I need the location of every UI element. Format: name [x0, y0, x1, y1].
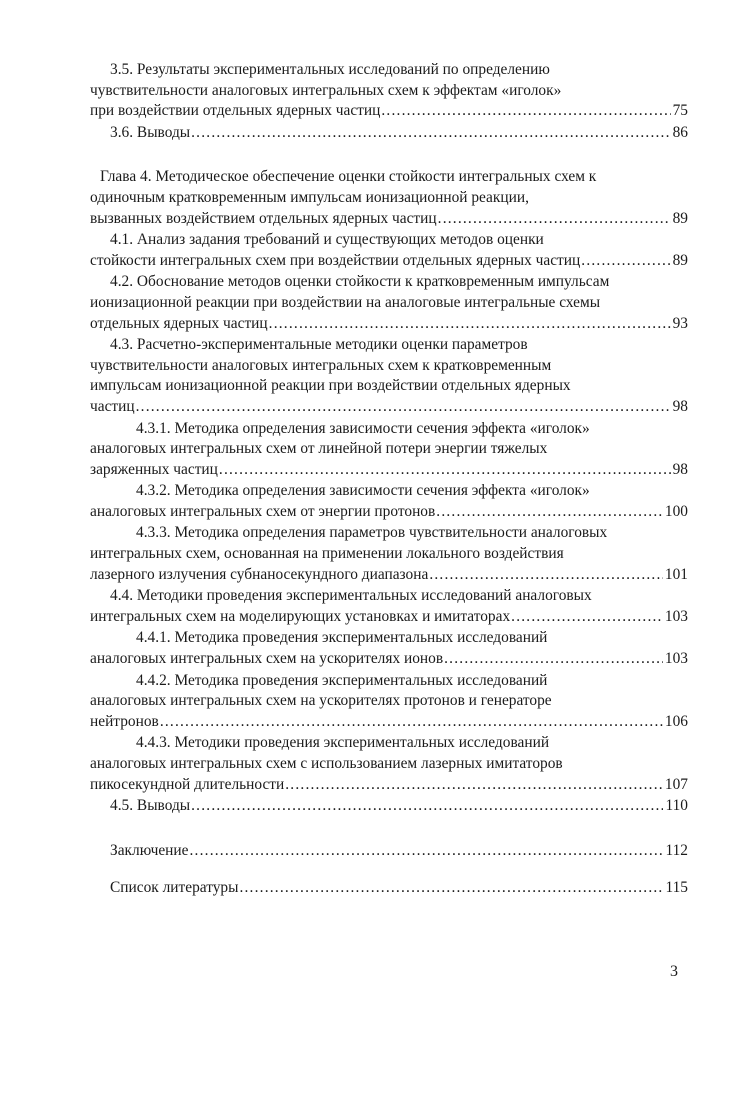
dot-leader: [436, 502, 663, 523]
toc-entry-text: нейтронов: [90, 712, 159, 730]
toc-entry-text: лазерного излучения субнаносекундного диапазона: [90, 565, 429, 583]
toc-entry[interactable]: [90, 272, 688, 334]
toc-entry-text: чувствительности аналоговых интегральных схем к эффектам «иголок»: [90, 81, 562, 99]
toc-entry-text: Заключение: [110, 841, 189, 859]
toc-entry-text: 4.4.2. Методика проведения экспериментальных исследований: [136, 671, 548, 689]
dot-leader: [191, 796, 663, 817]
dot-leader: [269, 314, 671, 335]
toc-entry[interactable]: [90, 230, 688, 271]
toc-entry-text: одиночным кратковременным импульсам ионизационной реакции,: [90, 188, 529, 206]
toc-entry-text: 4.5. Выводы: [110, 797, 191, 815]
toc-entry-text: отдельных ядерных частиц: [90, 314, 268, 332]
toc-page-number: 75: [672, 102, 688, 120]
toc-entry[interactable]: [90, 419, 688, 481]
dot-leader: [438, 209, 671, 230]
dot-leader: [429, 565, 663, 586]
toc-page-number: 93: [672, 314, 688, 332]
toc-entry-text: аналоговых интегральных схем на ускорителях протонов и генераторе: [90, 692, 552, 710]
dot-leader: [511, 607, 663, 628]
toc-page-number: 100: [664, 502, 688, 520]
toc-page-number: 98: [672, 397, 688, 415]
toc-entry[interactable]: [90, 733, 688, 795]
toc-entry-text: при воздействии отдельных ядерных частиц: [90, 102, 381, 120]
toc-page-number: 89: [672, 209, 688, 227]
dot-leader: [190, 841, 664, 862]
toc-entry-text: Список литературы: [110, 879, 239, 897]
dot-leader: [381, 101, 670, 122]
toc-entry[interactable]: [90, 335, 688, 417]
toc-entry-text: 4.4.3. Методики проведения экспериментальных исследований: [136, 734, 550, 752]
toc-entry[interactable]: [90, 628, 688, 669]
toc-page-number: 101: [664, 565, 688, 583]
toc-entry-text: импульсам ионизационной реакции при воздействии отдельных ядерных: [90, 377, 571, 395]
dot-leader: [160, 712, 663, 733]
dot-leader: [136, 397, 671, 418]
toc-entry-row: [90, 502, 688, 523]
toc-entry-row: [90, 460, 688, 481]
toc-page-number: 110: [665, 797, 688, 815]
toc-entry-text: аналоговых интегральных схем с использованием лазерных имитаторов: [90, 755, 563, 772]
dot-leader: [444, 649, 663, 670]
toc-entry-row: [90, 796, 688, 817]
toc-entry-text: пикосекундной длительности: [90, 775, 285, 793]
toc-entry-text: 4.1. Анализ задания требований и существующих методов оценки: [110, 231, 544, 249]
toc-entry-text: Глава 4. Методическое обеспечение оценки стойкости интегральных схем к: [100, 168, 597, 186]
toc-entry-row: [90, 209, 688, 230]
toc-entry[interactable]: [90, 481, 688, 522]
toc-page-number: 115: [665, 879, 688, 897]
dot-leader: [285, 775, 663, 796]
toc-entry-text: 4.2. Обоснование методов оценки стойкости к кратковременным импульсам: [110, 273, 610, 291]
toc-entry-text: аналоговых интегральных схем от энергии протонов: [90, 502, 436, 520]
toc-entry-text: 4.3.1. Методика определения зависимости сечения эффекта «иголок»: [136, 419, 590, 437]
toc-entry-text: 4.3.2. Методика определения зависимости сечения эффекта «иголок»: [136, 482, 590, 500]
toc-entry-text: 3.6. Выводы: [110, 123, 191, 141]
page-number: 3: [670, 963, 678, 980]
table-of-contents: [90, 60, 688, 899]
toc-entry-row: [90, 607, 688, 628]
toc-entry-text: чувствительности аналоговых интегральных схем к кратковременным: [90, 356, 552, 374]
toc-page-number: 86: [672, 123, 688, 141]
toc-entry-text: 4.3. Расчетно-экспериментальные методики оценки параметров: [110, 336, 528, 354]
toc-page-number: 103: [664, 607, 688, 625]
toc-entry-row: [90, 712, 688, 733]
toc-entry-text: аналоговых интегральных схем от линейной потери энергии тяжелых: [90, 440, 548, 458]
toc-page-number: 107: [664, 775, 688, 793]
toc-page-number: 106: [664, 712, 688, 730]
toc-entry-text: 4.4.1. Методика проведения экспериментальных исследований: [136, 629, 548, 647]
toc-entry-row: [90, 251, 688, 272]
toc-entry-row: [90, 649, 688, 670]
toc-entry-text: интегральных схем, основанная на применении локального воздействия: [90, 545, 564, 563]
toc-entry-text: вызванных воздействием отдельных ядерных частиц: [90, 209, 437, 227]
toc-entry-text: 3.5. Результаты экспериментальных исследований по определению: [110, 61, 550, 78]
toc-entry[interactable]: [90, 167, 688, 229]
toc-page-number: 103: [664, 650, 688, 668]
toc-entry-text: частиц: [90, 397, 135, 415]
toc-entry-text: стойкости интегральных схем при воздействии отдельных ядерных частиц: [90, 251, 581, 269]
dot-leader: [581, 251, 670, 272]
toc-entry-text: ионизационной реакции при воздействии на аналоговые интегральные схемы: [90, 293, 601, 311]
toc-entry-row: [90, 397, 688, 418]
toc-entry[interactable]: [90, 878, 688, 899]
toc-page-number: 89: [672, 251, 688, 269]
toc-entry-row: [90, 314, 688, 335]
dot-leader: [191, 123, 670, 144]
toc-entry[interactable]: [90, 60, 688, 122]
dot-leader: [239, 878, 663, 899]
toc-entry-row: [90, 775, 688, 796]
toc-entry-row: [90, 123, 688, 144]
toc-entry[interactable]: [90, 586, 688, 627]
toc-entry-text: 4.3.3. Методика определения параметров чувствительности аналоговых: [136, 524, 608, 542]
toc-entry-row: [90, 101, 688, 122]
toc-entry-text: аналоговых интегральных схем на ускорителях ионов: [90, 650, 444, 668]
toc-page-number: 98: [672, 460, 688, 478]
toc-entry-row: [90, 841, 688, 862]
toc-entry[interactable]: [90, 841, 688, 862]
toc-entry[interactable]: [90, 123, 688, 144]
toc-entry-text: 4.4. Методики проведения экспериментальных исследований аналоговых: [110, 587, 592, 605]
toc-entry-text: интегральных схем на моделирующих установках и имитаторах: [90, 607, 511, 625]
toc-entry[interactable]: [90, 671, 688, 733]
toc-entry-row: [90, 878, 688, 899]
toc-page-number: 112: [665, 841, 688, 859]
toc-entry-text: заряженных частиц: [90, 460, 218, 478]
dot-leader: [219, 460, 671, 481]
toc-entry[interactable]: [90, 796, 688, 817]
toc-entry-row: [90, 565, 688, 586]
toc-entry[interactable]: [90, 523, 688, 585]
